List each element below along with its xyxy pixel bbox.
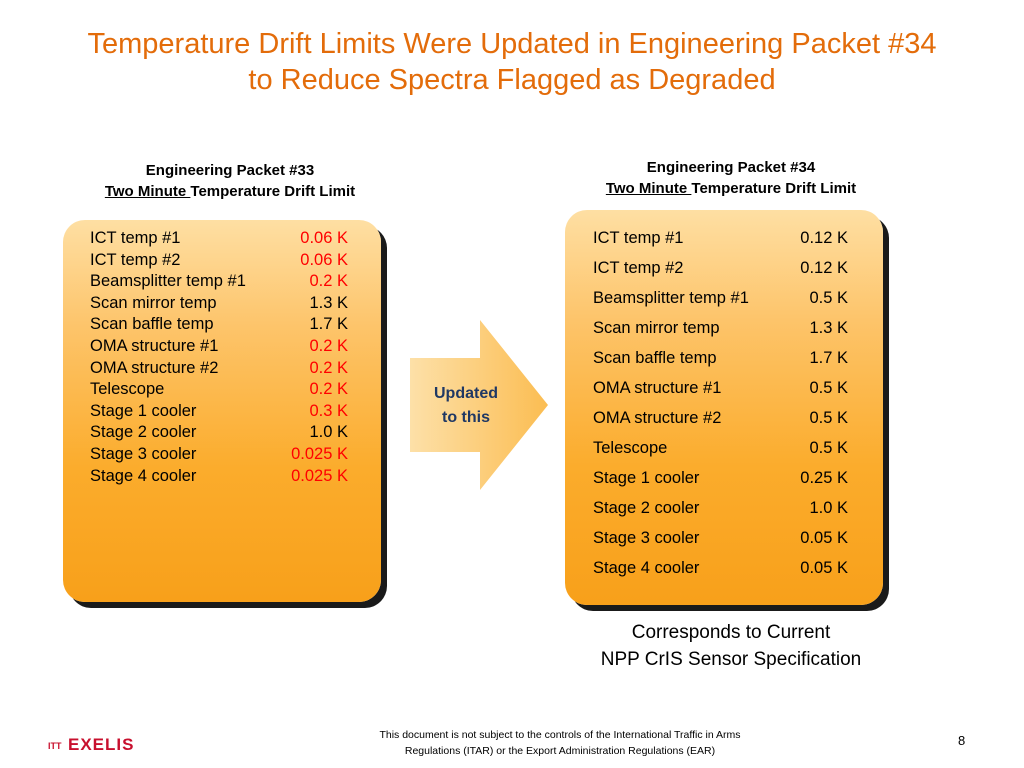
right-limit-row-label: Stage 3 cooler — [593, 529, 700, 547]
right-limit-row-value: 0.25 K — [800, 469, 848, 487]
left-limit-row — [90, 359, 348, 381]
left-limit-row-value: 1.0 K — [309, 423, 348, 442]
left-limit-row-label: Scan baffle temp — [90, 315, 214, 334]
left-header-line1: Engineering Packet #33 — [145, 162, 315, 179]
right-limit-row-label: Stage 1 cooler — [593, 469, 700, 487]
left-header-rest: Temperature Drift Limit — [190, 183, 356, 200]
left-limit-row-value: 0.3 K — [309, 401, 348, 420]
left-limit-row-label: Beamsplitter temp #1 — [90, 272, 246, 291]
left-limit-row-label: OMA structure #1 — [90, 337, 219, 355]
left-limit-row-value: 0.2 K — [309, 337, 348, 355]
left-limit-row-value: 0.025 K — [291, 466, 348, 485]
left-header-line2 — [80, 181, 380, 202]
left-limit-row — [90, 272, 348, 294]
right-panel-header — [580, 157, 882, 199]
right-header-line1: Engineering Packet #34 — [646, 159, 816, 176]
right-limit-row — [593, 379, 848, 401]
slide-title-line1: Temperature Drift Limits Were Updated in Engineering Packet #34 — [87, 28, 937, 60]
left-limit-row-label: ICT temp #2 — [90, 250, 181, 269]
left-limit-row-label: Telescope — [90, 380, 165, 399]
left-limit-row — [90, 423, 348, 445]
right-limit-row-value: 0.12 K — [800, 259, 848, 277]
right-limit-row-label: Stage 4 cooler — [593, 559, 700, 577]
right-limit-row-label: OMA structure #1 — [593, 379, 722, 397]
spec-caption-line1: Corresponds to Current — [631, 622, 831, 643]
left-limit-row — [90, 337, 348, 359]
left-header-underlined: Two Minute — [104, 183, 191, 200]
right-limit-row — [593, 469, 848, 491]
page-number: 8 — [958, 733, 966, 748]
svg-text:ITT: ITT — [48, 741, 62, 751]
spec-caption-line2: NPP CrIS Sensor Specification — [600, 649, 862, 670]
right-limit-row — [593, 289, 848, 311]
right-limit-row — [593, 349, 848, 371]
arrow-label-line2: to this — [442, 409, 490, 426]
left-limit-row — [90, 380, 348, 402]
right-limit-row-value: 0.5 K — [809, 409, 848, 427]
left-limit-row-value: 0.2 K — [309, 380, 348, 399]
right-header-line2 — [580, 178, 882, 199]
left-limit-row-label: ICT temp #1 — [90, 229, 181, 247]
right-limit-row-value: 0.5 K — [809, 439, 848, 457]
left-limit-row-label: Scan mirror temp — [90, 293, 217, 312]
right-limit-row-label: Scan baffle temp — [593, 349, 717, 367]
right-limit-row — [593, 439, 848, 461]
left-limit-row — [90, 294, 348, 316]
export-notice-line1: This document is not subject to the controls of the International Traffic in Arms — [379, 729, 741, 741]
left-limit-row-label: Stage 4 cooler — [90, 466, 197, 485]
left-limit-row-value: 0.06 K — [300, 250, 348, 269]
right-limit-row-label: Beamsplitter temp #1 — [593, 289, 749, 307]
left-limit-row-value: 1.3 K — [309, 293, 348, 312]
left-limit-row-label: Stage 1 cooler — [90, 401, 197, 420]
right-limit-row-label: Scan mirror temp — [593, 319, 720, 337]
left-limit-row-value: 1.7 K — [309, 315, 348, 334]
right-limit-row-value: 0.05 K — [800, 559, 848, 577]
left-limit-row-value: 0.06 K — [300, 229, 348, 247]
export-notice-line2: Regulations (ITAR) or the Export Administration Regulations (EAR) — [404, 745, 716, 757]
left-limit-row-label: Stage 2 cooler — [90, 423, 197, 442]
right-limit-row-label: Stage 2 cooler — [593, 499, 700, 517]
right-limit-row-value: 0.12 K — [800, 229, 848, 247]
left-limit-row — [90, 251, 348, 273]
left-limit-row — [90, 315, 348, 337]
right-limit-row — [593, 409, 848, 431]
right-limit-row — [593, 229, 848, 251]
left-panel-header — [80, 160, 380, 202]
slide-title — [0, 26, 1024, 98]
right-limit-row-label: ICT temp #2 — [593, 259, 684, 277]
slide-title-line2: to Reduce Spectra Flagged as Degraded — [248, 64, 776, 96]
right-limit-row-label: ICT temp #1 — [593, 229, 684, 247]
spec-caption — [560, 619, 902, 673]
arrow-label — [420, 382, 512, 430]
left-limit-row-value: 0.2 K — [309, 358, 348, 377]
right-limit-row-value: 0.05 K — [800, 529, 848, 547]
right-limit-row — [593, 529, 848, 551]
right-limit-row-value: 0.5 K — [809, 289, 848, 307]
right-limit-row — [593, 559, 848, 581]
right-limit-row-label: Telescope — [593, 439, 668, 457]
right-limit-row-value: 0.5 K — [809, 379, 848, 397]
left-limit-row — [90, 229, 348, 251]
company-logo — [48, 733, 168, 760]
left-limit-row-value: 0.2 K — [309, 272, 348, 291]
right-header-underlined: Two Minute — [605, 180, 692, 197]
right-limit-row-label: OMA structure #2 — [593, 409, 722, 427]
svg-text:EXELIS: EXELIS — [68, 735, 135, 754]
arrow-label-line1: Updated — [434, 385, 498, 402]
exelis-logo-icon — [48, 733, 168, 755]
left-limit-row-value: 0.025 K — [291, 445, 348, 463]
export-control-notice — [330, 727, 790, 759]
right-limit-row — [593, 319, 848, 341]
left-limit-row — [90, 445, 348, 467]
left-limit-row — [90, 467, 348, 489]
left-limit-row-label: OMA structure #2 — [90, 358, 219, 377]
right-limit-row-value: 1.0 K — [809, 499, 848, 517]
right-limit-row-value: 1.7 K — [809, 349, 848, 367]
right-header-rest: Temperature Drift Limit — [691, 180, 857, 197]
right-limit-row — [593, 499, 848, 521]
right-limit-row — [593, 259, 848, 281]
right-limit-row-value: 1.3 K — [809, 319, 848, 337]
left-limit-row — [90, 402, 348, 424]
left-limit-row-label: Stage 3 cooler — [90, 445, 197, 463]
